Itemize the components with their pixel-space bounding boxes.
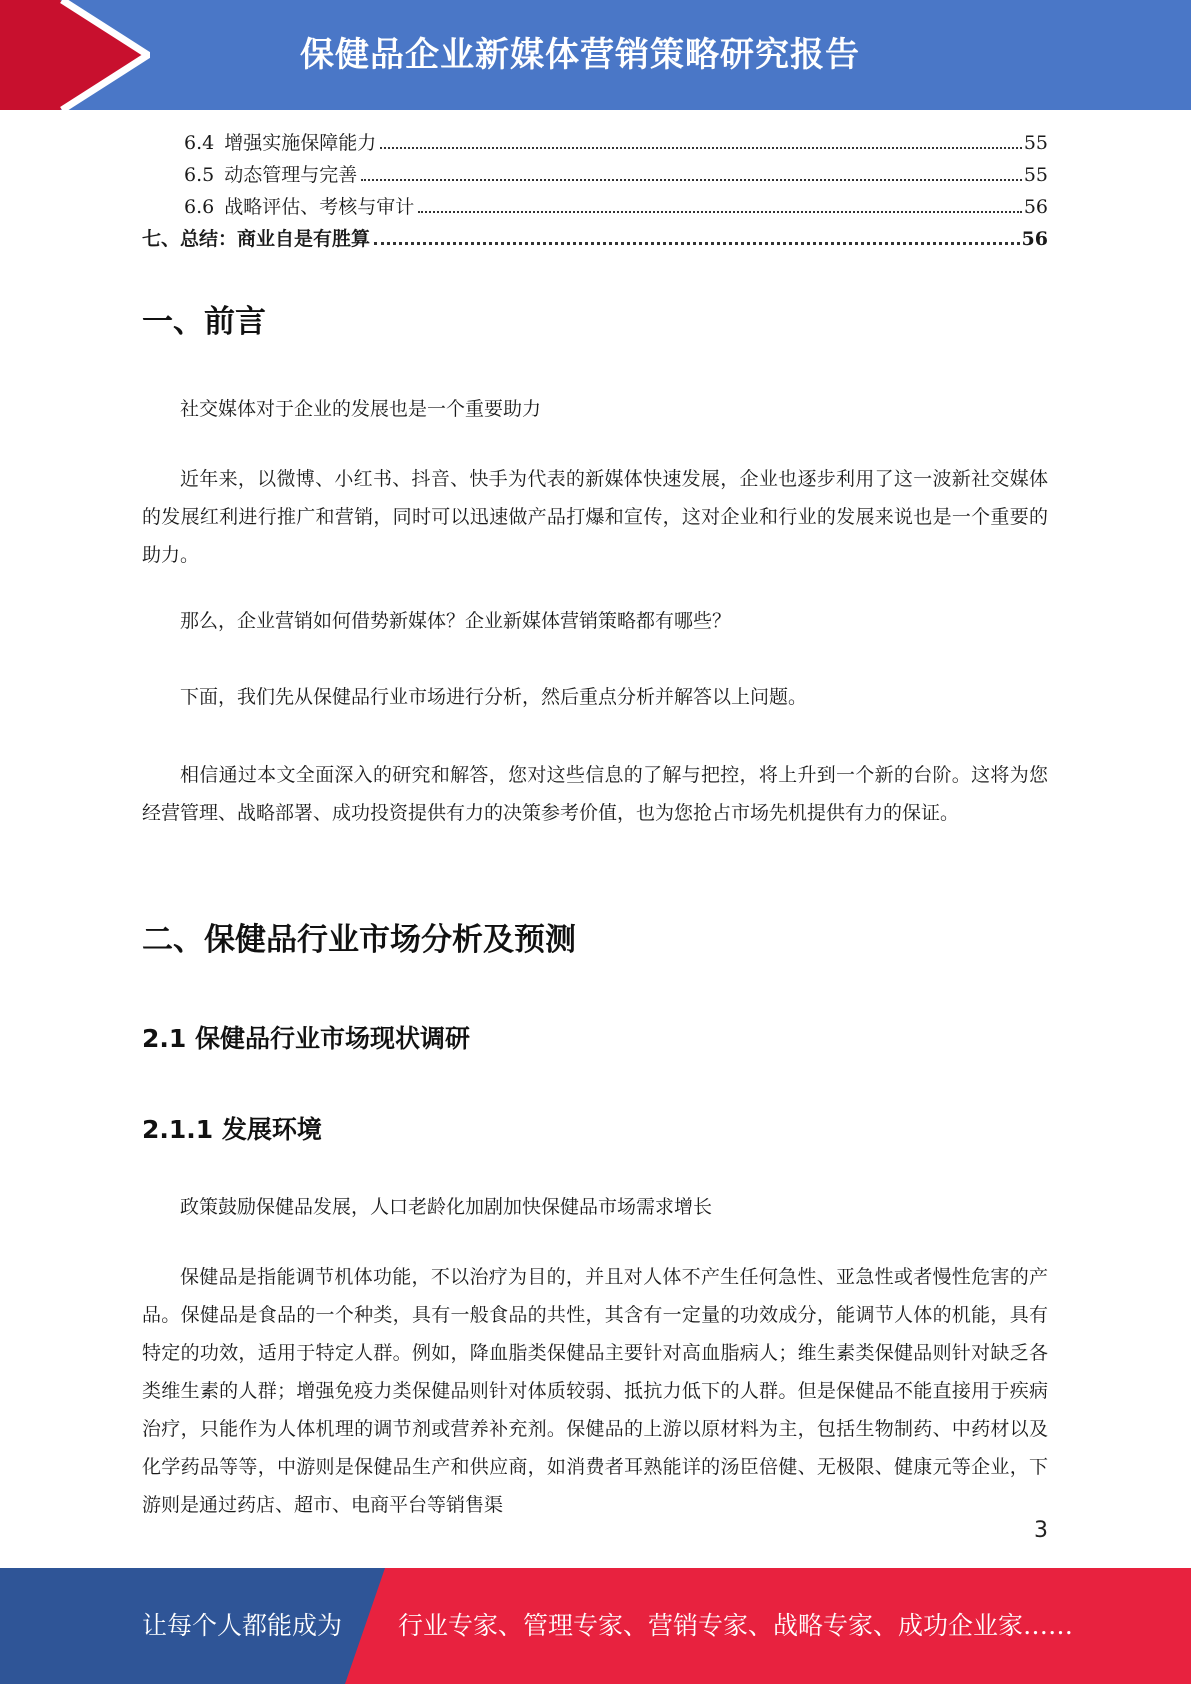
toc-entry[interactable] — [142, 224, 1048, 256]
toc-entry-page: 56 — [1023, 196, 1048, 218]
toc-entry-label: 动态管理与完善 — [224, 164, 358, 186]
footer-slogan-right: 行业专家、管理专家、营销专家、战略专家、成功企业家…… — [398, 1611, 1074, 1640]
table-of-contents — [142, 128, 1048, 256]
toc-dot-leader — [418, 211, 1022, 213]
paragraph: 那么，企业营销如何借势新媒体？企业新媒体营销策略都有哪些？ — [180, 610, 732, 632]
footer-slogan-left: 让每个人都能成为 — [142, 1611, 343, 1640]
heading-market-status: 2.1 保健品行业市场现状调研 — [142, 1024, 470, 1053]
toc-entry-number: 6.5 — [184, 164, 215, 186]
page-footer — [0, 1568, 1191, 1684]
paragraph: 保健品是指能调节机体功能，不以治疗为目的，并且对人体不产生任何急性、亚急性或者慢性危害的产品。保健品是食品的一个种类，具有一般食品的共性，其含有一定量的功效成分，能调节人体的机能，具有特定的功效，适用于特定人群。例如，降血脂类保健品主要针对高血脂病人；维生素类保健品则针对缺乏各类维生素的人群；增强免疫力类保健品则针对体质较弱、抵抗力低下的人群。但是保健品不能直接用于疾病治疗，只能作为人体机理的调节剂或营养补充剂。保健品的上游以原材料为主，包括生物制药、中药材以及化学药品等等，中游则是保健品生产和供应商，如消费者耳熟能详的汤臣倍健、无极限、健康元等企业，下游则是通过药店、超市、电商平台等销售渠 — [142, 1266, 1048, 1516]
toc-dot-leader — [374, 242, 1020, 245]
report-title: 保健品企业新媒体营销策略研究报告 — [300, 35, 860, 75]
heading-preface: 一、前言 — [142, 304, 266, 340]
toc-entry-number: 6.4 — [184, 132, 215, 154]
heading-market-analysis: 二、保健品行业市场分析及预测 — [142, 922, 576, 958]
page-header — [0, 0, 1191, 110]
paragraph: 近年来，以微博、小红书、抖音、快手为代表的新媒体快速发展，企业也逐步利用了这一波新社交媒体的发展红利进行推广和营销，同时可以迅速做产品打爆和宣传，这对企业和行业的发展来说也是一个重要的助力。 — [142, 468, 1048, 566]
toc-entry-page: 56 — [1021, 228, 1048, 250]
toc-entry-number: 6.6 — [184, 196, 215, 218]
paragraph: 政策鼓励保健品发展，人口老龄化加剧加快保健品市场需求增长 — [180, 1196, 713, 1218]
toc-entry-page: 55 — [1023, 164, 1048, 186]
toc-entry-page: 55 — [1023, 132, 1048, 154]
toc-entry[interactable] — [142, 128, 1048, 160]
paragraph: 下面，我们先从保健品行业市场进行分析，然后重点分析并解答以上问题。 — [180, 686, 808, 708]
header-arrow-decoration — [0, 0, 150, 110]
toc-dot-leader — [380, 147, 1022, 149]
toc-entry-label: 战略评估、考核与审计 — [224, 196, 415, 218]
page-number: 3 — [1034, 1518, 1048, 1543]
toc-entry-label: 增强实施保障能力 — [224, 132, 377, 154]
heading-development-environment: 2.1.1 发展环境 — [142, 1115, 322, 1144]
paragraph: 社交媒体对于企业的发展也是一个重要助力 — [180, 398, 542, 420]
toc-entry[interactable] — [142, 192, 1048, 224]
toc-entry-label: 七、总结：商业自是有胜算 — [142, 228, 371, 250]
toc-entry[interactable] — [142, 160, 1048, 192]
paragraph: 相信通过本文全面深入的研究和解答，您对这些信息的了解与把控，将上升到一个新的台阶。这将为您经营管理、战略部署、成功投资提供有力的决策参考价值，也为您抢占市场先机提供有力的保证。 — [142, 764, 1048, 824]
toc-dot-leader — [361, 179, 1022, 181]
